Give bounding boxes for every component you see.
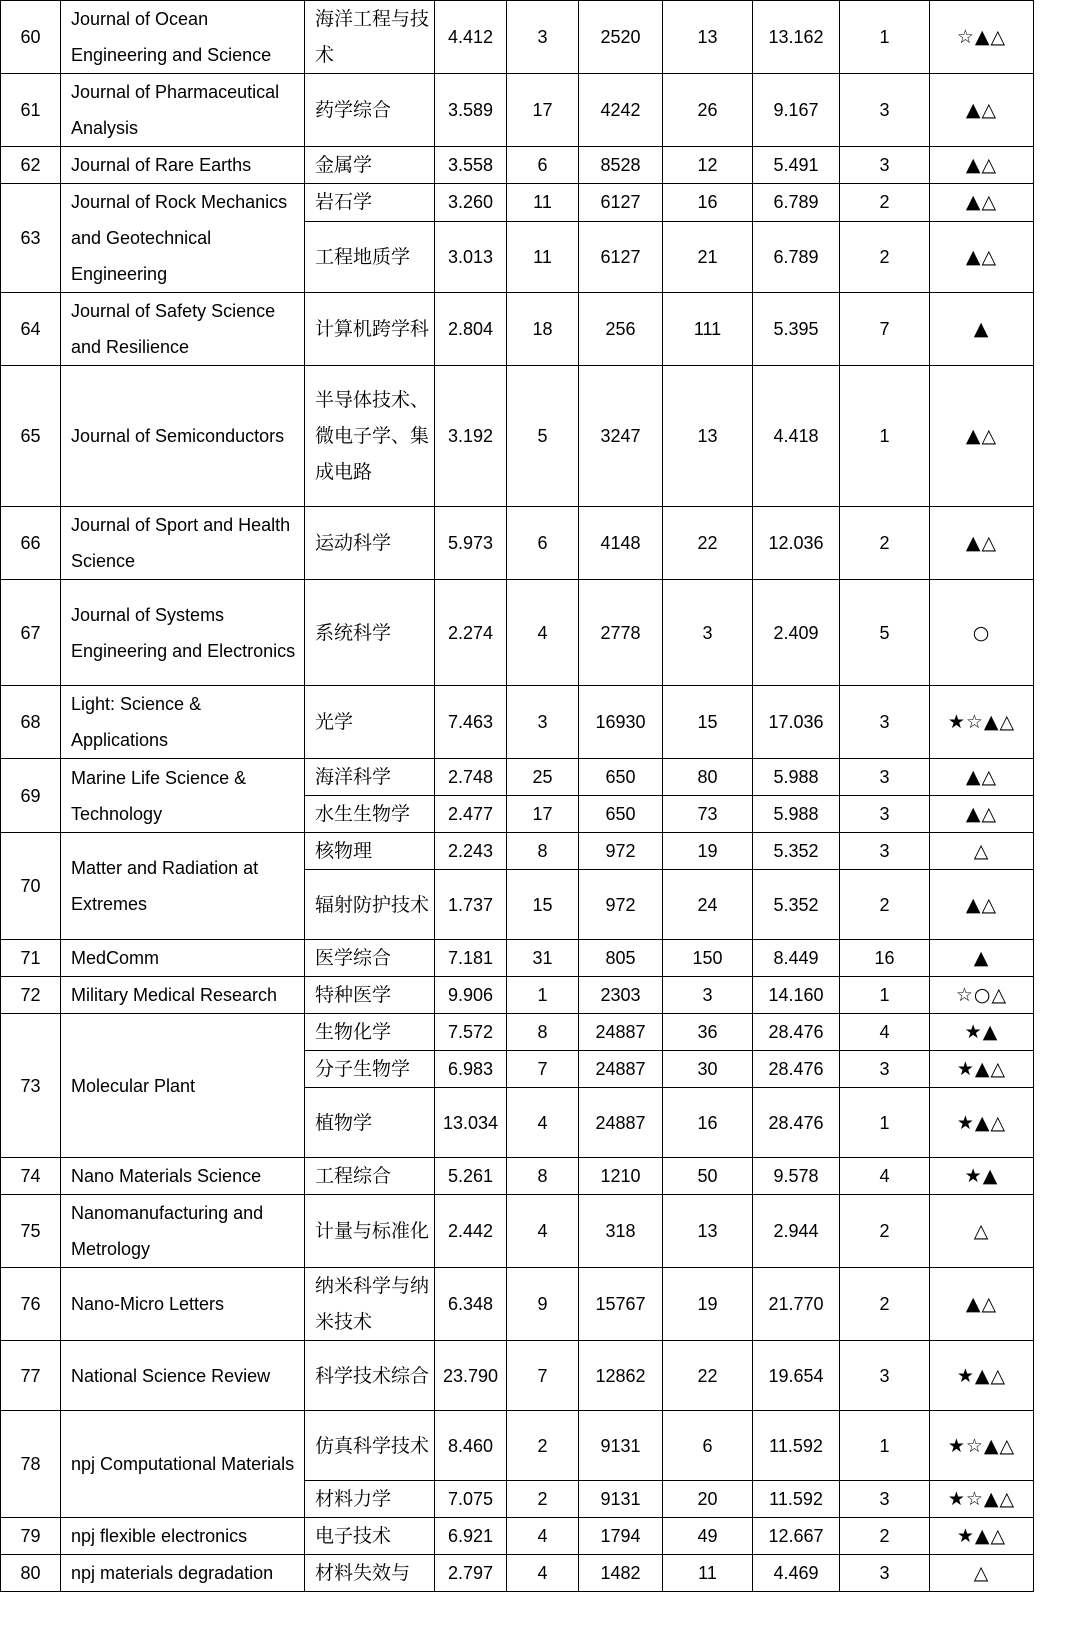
value2-cell: 8.449 — [753, 940, 840, 977]
value2-cell: 2.409 — [753, 580, 840, 686]
value2-cell: 5.352 — [753, 833, 840, 870]
journal-name-cell: MedComm — [61, 940, 305, 977]
impact-factor-cell: 2.274 — [435, 580, 507, 686]
impact-factor-cell: 2.748 — [435, 759, 507, 796]
impact-factor-cell: 1.737 — [435, 870, 507, 940]
value2-cell: 6.789 — [753, 184, 840, 222]
rank-cell: 17 — [507, 74, 579, 147]
citations-cell: 9131 — [579, 1411, 663, 1481]
marks-cell: ▲△ — [930, 759, 1034, 796]
quartile-cell: 3 — [840, 1341, 930, 1411]
value2-cell: 13.162 — [753, 1, 840, 74]
citations-cell: 4242 — [579, 74, 663, 147]
citations-cell: 2303 — [579, 977, 663, 1014]
marks-cell: ▲△ — [930, 796, 1034, 833]
rank2-cell: 19 — [663, 1268, 753, 1341]
impact-factor-cell: 3.260 — [435, 184, 507, 222]
rank2-cell: 13 — [663, 366, 753, 507]
marks-cell: ▲△ — [930, 366, 1034, 507]
journal-number-cell: 76 — [1, 1268, 61, 1341]
table-row — [1, 977, 1034, 1014]
journal-name-cell: Nano Materials Science — [61, 1158, 305, 1195]
journal-number-cell: 63 — [1, 184, 61, 293]
table-row — [1, 184, 1034, 222]
value2-cell: 28.476 — [753, 1088, 840, 1158]
impact-factor-cell: 2.442 — [435, 1195, 507, 1268]
quartile-cell: 2 — [840, 870, 930, 940]
quartile-cell: 2 — [840, 1195, 930, 1268]
marks-cell: ▲△ — [930, 74, 1034, 147]
impact-factor-cell: 23.790 — [435, 1341, 507, 1411]
quartile-cell: 2 — [840, 221, 930, 292]
rank2-cell: 11 — [663, 1555, 753, 1592]
impact-factor-cell: 6.921 — [435, 1518, 507, 1555]
citations-cell: 972 — [579, 870, 663, 940]
rank2-cell: 24 — [663, 870, 753, 940]
impact-factor-cell: 7.463 — [435, 686, 507, 759]
journal-name-cell: Journal of Pharmaceutical Analysis — [61, 74, 305, 147]
journal-name-cell: Journal of Semiconductors — [61, 366, 305, 507]
quartile-cell: 2 — [840, 1268, 930, 1341]
rank-cell: 11 — [507, 184, 579, 222]
subject-cell: 水生生物学 — [305, 796, 435, 833]
marks-cell: △ — [930, 1195, 1034, 1268]
journal-name-cell: Light: Science & Applications — [61, 686, 305, 759]
quartile-cell: 3 — [840, 1481, 930, 1518]
subject-cell: 医学综合 — [305, 940, 435, 977]
journal-name-cell: Nanomanufacturing and Metrology — [61, 1195, 305, 1268]
table-row — [1, 1195, 1034, 1268]
impact-factor-cell: 3.013 — [435, 221, 507, 292]
value2-cell: 5.988 — [753, 759, 840, 796]
quartile-cell: 3 — [840, 833, 930, 870]
subject-cell: 运动科学 — [305, 507, 435, 580]
marks-cell: ★☆▲△ — [930, 1411, 1034, 1481]
journal-number-cell: 64 — [1, 293, 61, 366]
value2-cell: 19.654 — [753, 1341, 840, 1411]
subject-cell: 岩石学 — [305, 184, 435, 222]
marks-cell: ★▲△ — [930, 1341, 1034, 1411]
citations-cell: 24887 — [579, 1088, 663, 1158]
citations-cell: 2520 — [579, 1, 663, 74]
rank2-cell: 3 — [663, 977, 753, 1014]
subject-cell: 仿真科学技术 — [305, 1411, 435, 1481]
subject-cell: 系统科学 — [305, 580, 435, 686]
citations-cell: 1794 — [579, 1518, 663, 1555]
rank2-cell: 26 — [663, 74, 753, 147]
rank2-cell: 21 — [663, 221, 753, 292]
journal-name-cell: National Science Review — [61, 1341, 305, 1411]
rank2-cell: 22 — [663, 507, 753, 580]
quartile-cell: 3 — [840, 686, 930, 759]
quartile-cell: 2 — [840, 184, 930, 222]
rank-cell: 6 — [507, 507, 579, 580]
impact-factor-cell: 2.477 — [435, 796, 507, 833]
citations-cell: 2778 — [579, 580, 663, 686]
impact-factor-cell: 6.983 — [435, 1051, 507, 1088]
marks-cell: ▲△ — [930, 1268, 1034, 1341]
journal-number-cell: 70 — [1, 833, 61, 940]
quartile-cell: 3 — [840, 796, 930, 833]
subject-cell: 电子技术 — [305, 1518, 435, 1555]
subject-cell: 工程综合 — [305, 1158, 435, 1195]
journal-number-cell: 75 — [1, 1195, 61, 1268]
rank-cell: 18 — [507, 293, 579, 366]
marks-cell: ★▲ — [930, 1014, 1034, 1051]
rank2-cell: 22 — [663, 1341, 753, 1411]
journal-name-cell: Journal of Sport and Health Science — [61, 507, 305, 580]
marks-cell: ☆○△ — [930, 977, 1034, 1014]
subject-cell: 材料失效与 — [305, 1555, 435, 1592]
journal-number-cell: 78 — [1, 1411, 61, 1518]
rank-cell: 3 — [507, 1, 579, 74]
marks-cell: ▲△ — [930, 147, 1034, 184]
subject-cell: 计量与标准化 — [305, 1195, 435, 1268]
table-row — [1, 759, 1034, 796]
table-body — [1, 1, 1034, 1592]
citations-cell: 3247 — [579, 366, 663, 507]
rank-cell: 2 — [507, 1481, 579, 1518]
journal-number-cell: 60 — [1, 1, 61, 74]
citations-cell: 4148 — [579, 507, 663, 580]
journal-number-cell: 77 — [1, 1341, 61, 1411]
quartile-cell: 2 — [840, 1518, 930, 1555]
rank-cell: 11 — [507, 221, 579, 292]
rank2-cell: 3 — [663, 580, 753, 686]
value2-cell: 12.036 — [753, 507, 840, 580]
impact-factor-cell: 3.589 — [435, 74, 507, 147]
rank-cell: 4 — [507, 1518, 579, 1555]
quartile-cell: 1 — [840, 977, 930, 1014]
journal-number-cell: 71 — [1, 940, 61, 977]
journal-number-cell: 73 — [1, 1014, 61, 1158]
journal-name-cell: Journal of Rare Earths — [61, 147, 305, 184]
table-row — [1, 1268, 1034, 1341]
quartile-cell: 1 — [840, 1088, 930, 1158]
value2-cell: 28.476 — [753, 1051, 840, 1088]
rank2-cell: 15 — [663, 686, 753, 759]
citations-cell: 6127 — [579, 184, 663, 222]
value2-cell: 28.476 — [753, 1014, 840, 1051]
marks-cell: ▲ — [930, 940, 1034, 977]
rank-cell: 8 — [507, 833, 579, 870]
value2-cell: 11.592 — [753, 1411, 840, 1481]
table-row — [1, 366, 1034, 507]
impact-factor-cell: 3.192 — [435, 366, 507, 507]
marks-cell: ☆▲△ — [930, 1, 1034, 74]
value2-cell: 5.352 — [753, 870, 840, 940]
rank-cell: 8 — [507, 1158, 579, 1195]
subject-cell: 特种医学 — [305, 977, 435, 1014]
subject-cell: 科学技术综合 — [305, 1341, 435, 1411]
rank2-cell: 36 — [663, 1014, 753, 1051]
quartile-cell: 4 — [840, 1158, 930, 1195]
table-row — [1, 1555, 1034, 1592]
marks-cell: ★▲△ — [930, 1051, 1034, 1088]
subject-cell: 分子生物学 — [305, 1051, 435, 1088]
subject-cell: 光学 — [305, 686, 435, 759]
value2-cell: 5.395 — [753, 293, 840, 366]
rank2-cell: 19 — [663, 833, 753, 870]
rank-cell: 7 — [507, 1051, 579, 1088]
table-row — [1, 74, 1034, 147]
table-row — [1, 580, 1034, 686]
journal-name-cell: Journal of Rock Mechanics and Geotechnical Engineering — [61, 184, 305, 293]
value2-cell: 21.770 — [753, 1268, 840, 1341]
citations-cell: 805 — [579, 940, 663, 977]
value2-cell: 12.667 — [753, 1518, 840, 1555]
rank-cell: 9 — [507, 1268, 579, 1341]
journal-number-cell: 69 — [1, 759, 61, 833]
quartile-cell: 1 — [840, 1, 930, 74]
table-row — [1, 940, 1034, 977]
value2-cell: 14.160 — [753, 977, 840, 1014]
marks-cell: ★☆▲△ — [930, 686, 1034, 759]
citations-cell: 12862 — [579, 1341, 663, 1411]
rank-cell: 4 — [507, 1555, 579, 1592]
value2-cell: 4.469 — [753, 1555, 840, 1592]
citations-cell: 15767 — [579, 1268, 663, 1341]
citations-cell: 16930 — [579, 686, 663, 759]
subject-cell: 材料力学 — [305, 1481, 435, 1518]
subject-cell: 辐射防护技术 — [305, 870, 435, 940]
journal-name-cell: Molecular Plant — [61, 1014, 305, 1158]
rank2-cell: 6 — [663, 1411, 753, 1481]
rank-cell: 7 — [507, 1341, 579, 1411]
rank-cell: 3 — [507, 686, 579, 759]
table-row — [1, 833, 1034, 870]
journal-name-cell: npj Computational Materials — [61, 1411, 305, 1518]
subject-cell: 海洋科学 — [305, 759, 435, 796]
value2-cell: 11.592 — [753, 1481, 840, 1518]
marks-cell: ▲△ — [930, 507, 1034, 580]
journal-name-cell: Marine Life Science & Technology — [61, 759, 305, 833]
value2-cell: 17.036 — [753, 686, 840, 759]
journal-name-cell: Military Medical Research — [61, 977, 305, 1014]
subject-cell: 纳米科学与纳米技术 — [305, 1268, 435, 1341]
rank-cell: 1 — [507, 977, 579, 1014]
table-row — [1, 147, 1034, 184]
rank2-cell: 16 — [663, 184, 753, 222]
marks-cell: ▲△ — [930, 870, 1034, 940]
journal-number-cell: 67 — [1, 580, 61, 686]
rank-cell: 4 — [507, 1088, 579, 1158]
quartile-cell: 3 — [840, 759, 930, 796]
rank-cell: 31 — [507, 940, 579, 977]
subject-cell: 工程地质学 — [305, 221, 435, 292]
value2-cell: 9.578 — [753, 1158, 840, 1195]
journal-name-cell: Nano-Micro Letters — [61, 1268, 305, 1341]
journal-name-cell: npj materials degradation — [61, 1555, 305, 1592]
value2-cell: 4.418 — [753, 366, 840, 507]
impact-factor-cell: 13.034 — [435, 1088, 507, 1158]
citations-cell: 256 — [579, 293, 663, 366]
journal-number-cell: 68 — [1, 686, 61, 759]
impact-factor-cell: 5.261 — [435, 1158, 507, 1195]
impact-factor-cell: 7.181 — [435, 940, 507, 977]
quartile-cell: 3 — [840, 74, 930, 147]
quartile-cell: 4 — [840, 1014, 930, 1051]
impact-factor-cell: 7.075 — [435, 1481, 507, 1518]
subject-cell: 半导体技术、微电子学、集成电路 — [305, 366, 435, 507]
table-row — [1, 1341, 1034, 1411]
journal-number-cell: 79 — [1, 1518, 61, 1555]
rank-cell: 17 — [507, 796, 579, 833]
table-row — [1, 507, 1034, 580]
value2-cell: 5.491 — [753, 147, 840, 184]
subject-cell: 生物化学 — [305, 1014, 435, 1051]
citations-cell: 1482 — [579, 1555, 663, 1592]
rank-cell: 8 — [507, 1014, 579, 1051]
marks-cell: ▲△ — [930, 221, 1034, 292]
rank2-cell: 12 — [663, 147, 753, 184]
citations-cell: 24887 — [579, 1014, 663, 1051]
citations-cell: 9131 — [579, 1481, 663, 1518]
rank2-cell: 50 — [663, 1158, 753, 1195]
table-row — [1, 1518, 1034, 1555]
impact-factor-cell: 2.804 — [435, 293, 507, 366]
rank-cell: 2 — [507, 1411, 579, 1481]
journal-number-cell: 74 — [1, 1158, 61, 1195]
rank2-cell: 13 — [663, 1195, 753, 1268]
rank2-cell: 30 — [663, 1051, 753, 1088]
journal-name-cell: Journal of Safety Science and Resilience — [61, 293, 305, 366]
citations-cell: 8528 — [579, 147, 663, 184]
impact-factor-cell: 3.558 — [435, 147, 507, 184]
rank2-cell: 111 — [663, 293, 753, 366]
marks-cell: ▲△ — [930, 184, 1034, 222]
rank-cell: 4 — [507, 580, 579, 686]
quartile-cell: 3 — [840, 1051, 930, 1088]
table-row — [1, 1158, 1034, 1195]
table-row — [1, 1, 1034, 74]
rank-cell: 6 — [507, 147, 579, 184]
value2-cell: 6.789 — [753, 221, 840, 292]
impact-factor-cell: 8.460 — [435, 1411, 507, 1481]
rank2-cell: 20 — [663, 1481, 753, 1518]
rank-cell: 25 — [507, 759, 579, 796]
quartile-cell: 1 — [840, 366, 930, 507]
journal-number-cell: 80 — [1, 1555, 61, 1592]
rank-cell: 5 — [507, 366, 579, 507]
impact-factor-cell: 2.243 — [435, 833, 507, 870]
citations-cell: 24887 — [579, 1051, 663, 1088]
journal-number-cell: 66 — [1, 507, 61, 580]
value2-cell: 5.988 — [753, 796, 840, 833]
quartile-cell: 5 — [840, 580, 930, 686]
marks-cell: ▲ — [930, 293, 1034, 366]
quartile-cell: 3 — [840, 147, 930, 184]
rank2-cell: 150 — [663, 940, 753, 977]
journal-name-cell: Journal of Ocean Engineering and Science — [61, 1, 305, 74]
subject-cell: 植物学 — [305, 1088, 435, 1158]
journal-number-cell: 65 — [1, 366, 61, 507]
rank2-cell: 16 — [663, 1088, 753, 1158]
journal-name-cell: Matter and Radiation at Extremes — [61, 833, 305, 940]
table-row — [1, 1411, 1034, 1481]
table-row — [1, 686, 1034, 759]
rank2-cell: 73 — [663, 796, 753, 833]
citations-cell: 650 — [579, 759, 663, 796]
subject-cell: 海洋工程与技术 — [305, 1, 435, 74]
marks-cell: ★▲△ — [930, 1088, 1034, 1158]
value2-cell: 2.944 — [753, 1195, 840, 1268]
impact-factor-cell: 6.348 — [435, 1268, 507, 1341]
impact-factor-cell: 2.797 — [435, 1555, 507, 1592]
marks-cell: △ — [930, 1555, 1034, 1592]
impact-factor-cell: 9.906 — [435, 977, 507, 1014]
citations-cell: 6127 — [579, 221, 663, 292]
subject-cell: 计算机跨学科 — [305, 293, 435, 366]
subject-cell: 金属学 — [305, 147, 435, 184]
marks-cell: ★▲ — [930, 1158, 1034, 1195]
quartile-cell: 2 — [840, 507, 930, 580]
rank2-cell: 13 — [663, 1, 753, 74]
marks-cell: ★▲△ — [930, 1518, 1034, 1555]
impact-factor-cell: 5.973 — [435, 507, 507, 580]
rank-cell: 4 — [507, 1195, 579, 1268]
quartile-cell: 1 — [840, 1411, 930, 1481]
impact-factor-cell: 7.572 — [435, 1014, 507, 1051]
journal-number-cell: 61 — [1, 74, 61, 147]
journal-number-cell: 72 — [1, 977, 61, 1014]
rank-cell: 15 — [507, 870, 579, 940]
value2-cell: 9.167 — [753, 74, 840, 147]
citations-cell: 1210 — [579, 1158, 663, 1195]
journal-name-cell: npj flexible electronics — [61, 1518, 305, 1555]
quartile-cell: 3 — [840, 1555, 930, 1592]
impact-factor-cell: 4.412 — [435, 1, 507, 74]
journal-number-cell: 62 — [1, 147, 61, 184]
rank2-cell: 49 — [663, 1518, 753, 1555]
table-row — [1, 293, 1034, 366]
table-row — [1, 1014, 1034, 1051]
journal-name-cell: Journal of Systems Engineering and Electronics — [61, 580, 305, 686]
marks-cell: ○ — [930, 580, 1034, 686]
marks-cell: ★☆▲△ — [930, 1481, 1034, 1518]
citations-cell: 650 — [579, 796, 663, 833]
quartile-cell: 16 — [840, 940, 930, 977]
subject-cell: 核物理 — [305, 833, 435, 870]
citations-cell: 972 — [579, 833, 663, 870]
marks-cell: △ — [930, 833, 1034, 870]
quartile-cell: 7 — [840, 293, 930, 366]
citations-cell: 318 — [579, 1195, 663, 1268]
subject-cell: 药学综合 — [305, 74, 435, 147]
rank2-cell: 80 — [663, 759, 753, 796]
